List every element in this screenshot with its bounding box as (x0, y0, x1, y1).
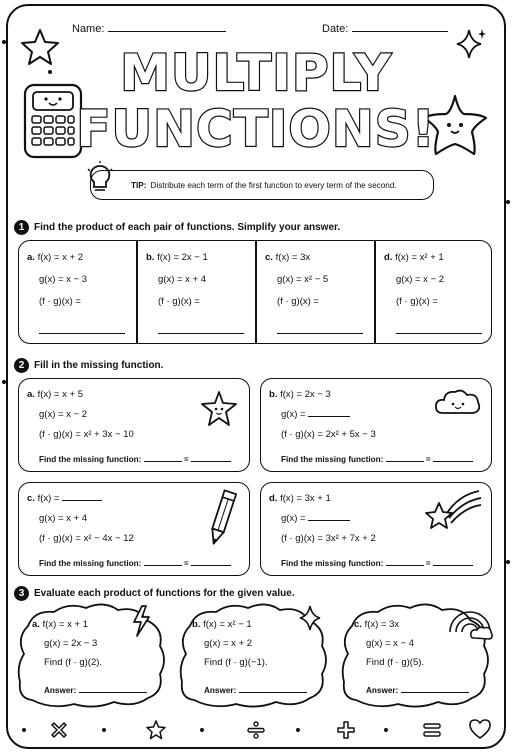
section-2-text: Fill in the missing function. (34, 360, 164, 371)
footer-dot (200, 728, 204, 732)
sparkle-icon (296, 602, 326, 636)
section-1-number: 1 (14, 220, 29, 235)
section-2-number: 2 (14, 358, 29, 373)
name-field[interactable] (72, 22, 226, 35)
border-dot (506, 200, 510, 204)
heart-icon (468, 718, 492, 740)
section-3-text: Evaluate each product of functions for the given value. (34, 588, 295, 599)
plus-icon (336, 720, 356, 740)
tip-label: TIP: (131, 180, 147, 190)
date-field[interactable] (322, 22, 448, 35)
footer-dot (22, 728, 26, 732)
shooting-star-icon (425, 487, 483, 533)
problem-1c: c. f(x) = 3x g(x) = x² − 5 (f · g)(x) = (257, 241, 374, 343)
answer-line[interactable] (277, 333, 363, 334)
section-3-number: 3 (14, 586, 29, 601)
name-blank[interactable] (108, 22, 226, 32)
title-line-1: MULTIPLY (120, 44, 392, 102)
problem-2a: a. f(x) = x + 5 g(x) = x − 2 (f · g)(x) = x² + 3x − 10 Find the missing function: = (18, 378, 250, 472)
equals-icon (422, 722, 442, 738)
date-blank[interactable] (352, 22, 448, 32)
answer-line[interactable] (158, 333, 244, 334)
section-2-heading (14, 358, 163, 373)
x-icon (50, 720, 68, 738)
problem-2c: c. f(x) = g(x) = x + 4 (f · g)(x) = x² − 4x − 12 Find the missing function: = (18, 482, 250, 576)
name-label: Name: (72, 23, 105, 35)
smiling-star-icon (199, 389, 239, 429)
border-dot (2, 380, 6, 384)
tip-box (90, 170, 434, 200)
date-label: Date: (322, 23, 349, 35)
problem-1b: b. f(x) = 2x − 1 g(x) = x + 4 (f · g)(x) = (138, 241, 255, 343)
tip-text: Distribute each term of the first function to every term of the second. (150, 180, 397, 190)
border-dot (506, 560, 510, 564)
footer-dot (102, 728, 106, 732)
section-1-heading (14, 220, 340, 235)
cloud-icon (433, 387, 483, 417)
problem-2b: b. f(x) = 2x − 3 g(x) = (f · g)(x) = 2x² + 5x − 3 Find the missing function: = (260, 378, 492, 472)
pencil-icon (207, 487, 237, 549)
problem-1a: a. f(x) = x + 2 g(x) = x − 3 (f · g)(x) = (19, 241, 136, 343)
problem-2d: d. f(x) = 3x + 1 g(x) = (f · g)(x) = 3x² + 7x + 2 Find the missing function: = (260, 482, 492, 576)
answer-line[interactable] (396, 333, 482, 334)
answer-line[interactable] (39, 333, 125, 334)
rainbow-icon (444, 598, 496, 642)
problem-1d: d. f(x) = x² + 1 g(x) = x − 2 (f · g)(x) = (376, 241, 493, 343)
title-line-2: FUNCTIONS! (76, 100, 436, 158)
lightning-icon (130, 604, 152, 638)
footer-dot (384, 728, 388, 732)
divide-icon (246, 720, 266, 740)
section-1-text: Find the product of each pair of functions. Simplify your answer. (34, 222, 341, 233)
star-icon (146, 720, 166, 740)
section-3-heading (14, 586, 295, 601)
section-1-box (18, 240, 492, 344)
footer-dot (296, 728, 300, 732)
